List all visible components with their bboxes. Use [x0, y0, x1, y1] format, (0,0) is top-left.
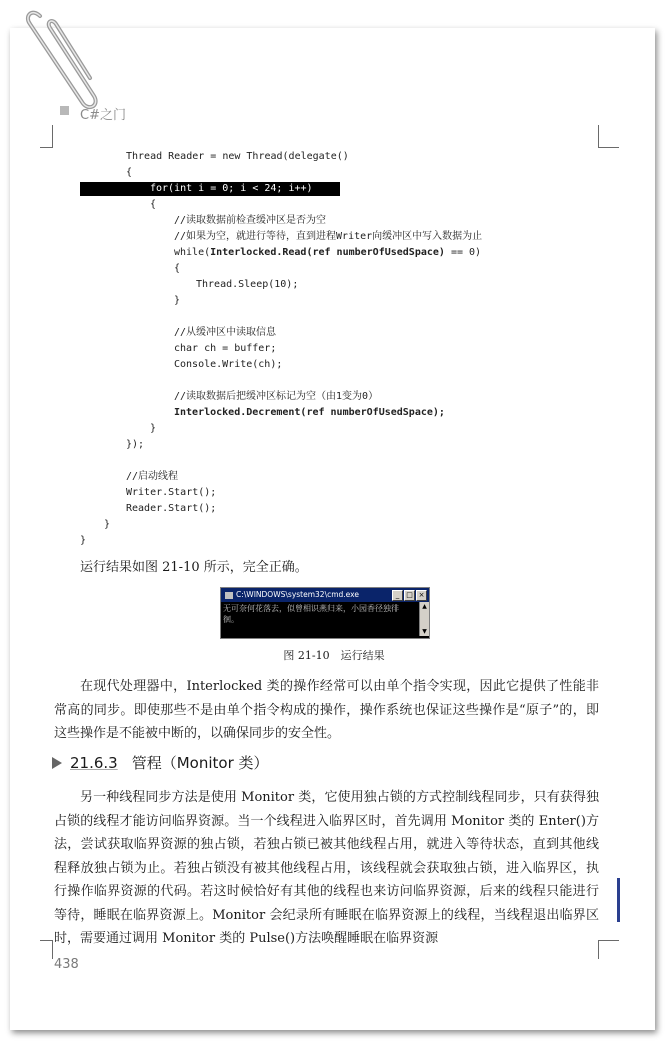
code-line: //读取数据前检查缓冲区是否为空 [174, 215, 327, 226]
code-line: Console.Write(ch); [174, 359, 283, 370]
section-heading [52, 752, 269, 774]
result-text: 运行结果如图 21-10 所示，完全正确。 [80, 560, 308, 575]
console-output: 无可奈何花落去，似曾相识燕归来，小园香径独徘徊。 [223, 604, 399, 624]
console-title: C:\WINDOWS\system32\cmd.exe [236, 590, 359, 599]
code-line: //启动线程 [126, 471, 179, 482]
code-line: //从缓冲区中读取信息 [174, 327, 277, 338]
paragraph-monitor: 另一种线程同步方法是使用 Monitor 类，它使用独占锁的方式控制线程同步，只有获得独占锁的线程才能访问临界资源。当一个线程进入临界区时，首先调用 Monitor 类的 Enter()方法，尝试获取临界资源的独占锁，若独占锁已被其他线程占用，就进入等待状态，直到其他线程释放独占锁为止。若独占锁没有被其他线程占用，该线程就会获取独占锁，进入临界区，执行操作临界资源的代码。若这时候恰好有其他的线程也来访问临界资源，后来的线程只能进行等待，睡眠在临界资源上。Monitor 会纪录所有睡眠在临界资源上的线程，当线程退出临界区时，需要通过调用 Monitor 类的 Pulse()方法唤醒睡眠在临界资源 [54, 790, 599, 946]
code-line: { [174, 263, 181, 274]
close-button[interactable]: × [416, 590, 427, 601]
code-line: } [80, 535, 87, 546]
code-line: } [104, 519, 111, 530]
crop-mark-bottom-right [598, 940, 619, 959]
code-line: { [150, 199, 157, 210]
section-number: 21.6.3 [70, 754, 118, 772]
code-line: Interlocked.Decrement(ref numberOfUsedSpace); [174, 407, 445, 418]
crop-mark-bottom-left [40, 940, 53, 959]
code-line: for(int i = 0; i < 24; i++) [80, 182, 340, 196]
crop-mark-top-right [598, 125, 619, 148]
code-line: { [126, 167, 133, 178]
code-line: }); [126, 439, 145, 450]
code-line: while(Interlocked.Read(ref numberOfUsedSpace) == 0) [174, 247, 482, 258]
console-scrollbar[interactable] [419, 602, 429, 636]
crop-mark-top-left [40, 125, 53, 148]
scroll-down-icon[interactable]: ▼ [422, 628, 427, 635]
triangle-bullet-icon [52, 757, 62, 769]
code-line: Thread Reader = new Thread(delegate() [126, 151, 349, 162]
scroll-up-icon[interactable]: ▲ [422, 603, 427, 610]
maximize-button[interactable]: □ [404, 590, 415, 601]
code-line: Writer.Start(); [126, 487, 217, 498]
paragraph-interlocked: 在现代处理器中，Interlocked 类的操作经常可以由单个指令实现，因此它提供了性能非常高的同步。即使那些不是由单个指令构成的操作，操作系统也保证这些操作是“原子”的，即这些操作是不能被中断的，以确保同步的安全性。 [54, 679, 599, 741]
section-title: 管程（Monitor 类） [131, 754, 269, 772]
minimize-button[interactable]: _ [392, 590, 403, 601]
header-marker [60, 106, 69, 115]
code-line: Reader.Start(); [126, 503, 217, 514]
running-header: C#之门 [80, 108, 126, 123]
console-window [220, 587, 430, 639]
code-line: //如果为空，就进行等待，直到进程Writer向缓冲区中写入数据为止 [174, 231, 483, 242]
side-marker [617, 878, 620, 922]
code-line: //读取数据后把缓冲区标记为空（由1变为0） [174, 391, 379, 402]
console-icon [225, 592, 233, 599]
figure-caption: 图 21-10 运行结果 [283, 649, 385, 662]
code-line: } [174, 295, 181, 306]
console-title-bar[interactable] [221, 588, 429, 602]
code-line: } [150, 423, 157, 434]
code-line: char ch = buffer; [174, 343, 277, 354]
code-line: Thread.Sleep(10); [196, 279, 299, 290]
page-number: 438 [54, 957, 79, 972]
